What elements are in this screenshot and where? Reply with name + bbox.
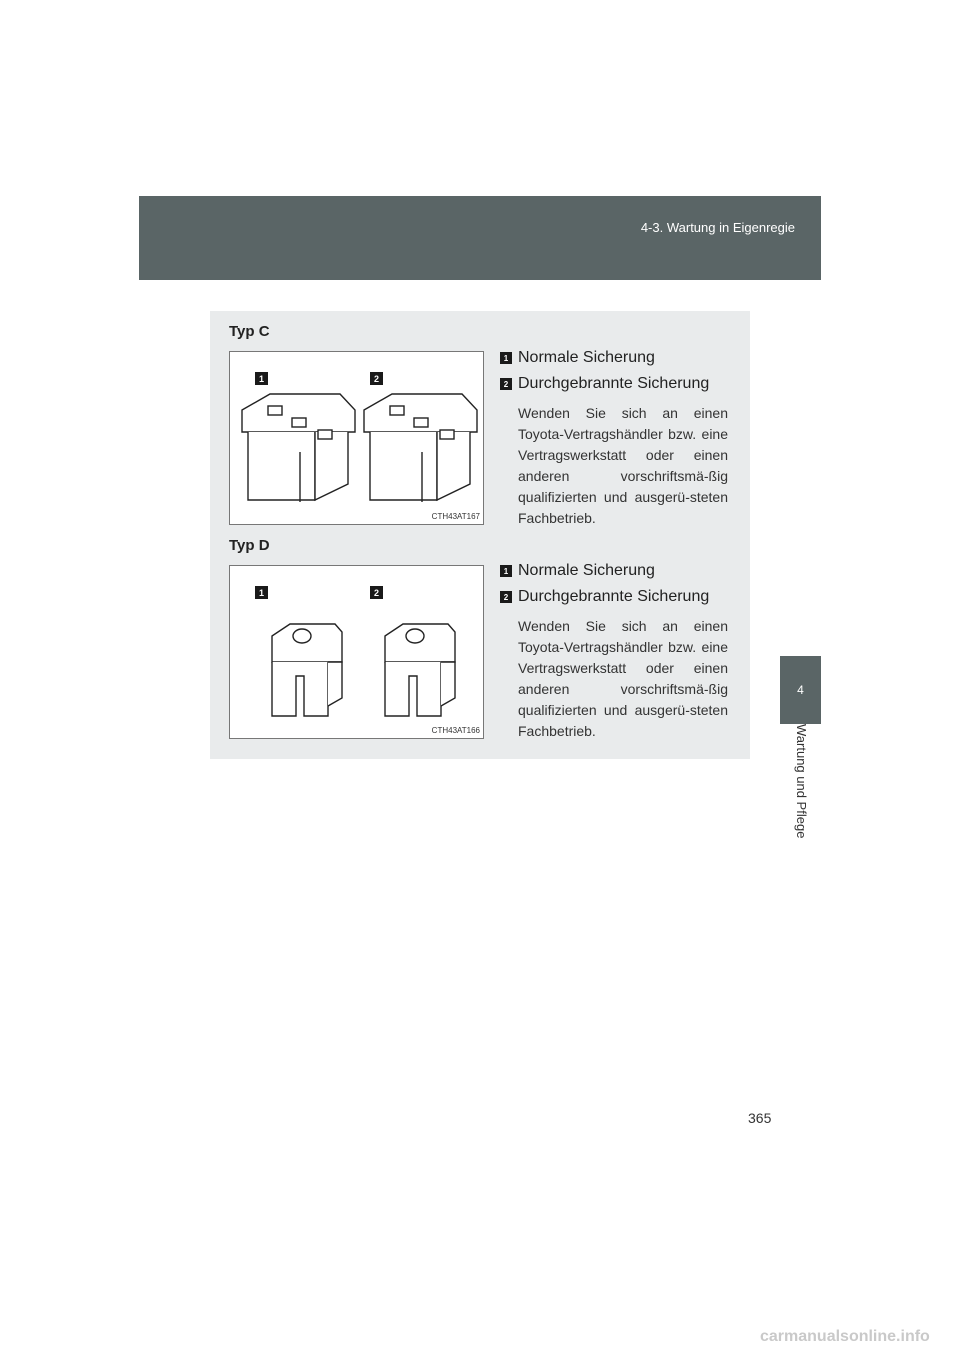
header-title: 4-3. Wartung in Eigenregie	[640, 220, 795, 235]
legend-item-normal-fuse	[500, 349, 655, 367]
figure-code-typ-c: CTH43AT167	[431, 512, 480, 521]
legend-label: Durchgebrannte Sicherung	[518, 375, 710, 392]
legend-badge-1: 1	[500, 565, 512, 577]
chapter-tab-number: 4	[780, 656, 821, 724]
figure-badge-1: 1	[255, 586, 268, 599]
figure-badge-1: 1	[255, 372, 268, 385]
legend-label: Durchgebrannte Sicherung	[518, 588, 710, 605]
fuse-illustration-typ-d	[230, 566, 483, 738]
figure-badge-2: 2	[370, 586, 383, 599]
figure-typ-c	[229, 351, 484, 525]
section-title-typ-c: Typ C	[229, 323, 270, 340]
watermark: carmanualsonline.info	[760, 1328, 930, 1345]
legend-badge-2: 2	[500, 591, 512, 603]
note-text-typ-c: Wenden Sie sich an einen Toyota-Vertragshändler bzw. eine Vertragswerkstatt oder einen anderen vorschriftsmä-ßig qualifizierten und ausgerü-steten Fachbetrieb.	[518, 405, 728, 526]
info-panel	[210, 311, 750, 759]
chapter-tab-title-text: Wartung und Pflege	[793, 724, 809, 839]
figure-typ-d	[229, 565, 484, 739]
chapter-tab-title	[780, 724, 821, 874]
legend-label: Normale Sicherung	[518, 562, 655, 579]
page-number: 365	[748, 1110, 772, 1126]
legend-item-blown-fuse	[500, 375, 709, 393]
legend-item-blown-fuse	[500, 588, 709, 606]
legend-item-normal-fuse	[500, 562, 655, 580]
note-text-typ-d: Wenden Sie sich an einen Toyota-Vertragshändler bzw. eine Vertragswerkstatt oder einen anderen vorschriftsmä-ßig qualifizierten und ausgerü-steten Fachbetrieb.	[518, 618, 728, 739]
section-title-typ-d: Typ D	[229, 537, 270, 554]
legend-badge-1: 1	[500, 352, 512, 364]
fuse-illustration-typ-c	[230, 352, 483, 524]
legend-label: Normale Sicherung	[518, 349, 655, 366]
section-header	[139, 196, 821, 280]
figure-badge-2: 2	[370, 372, 383, 385]
figure-code-typ-d: CTH43AT166	[431, 726, 480, 735]
legend-badge-2: 2	[500, 378, 512, 390]
